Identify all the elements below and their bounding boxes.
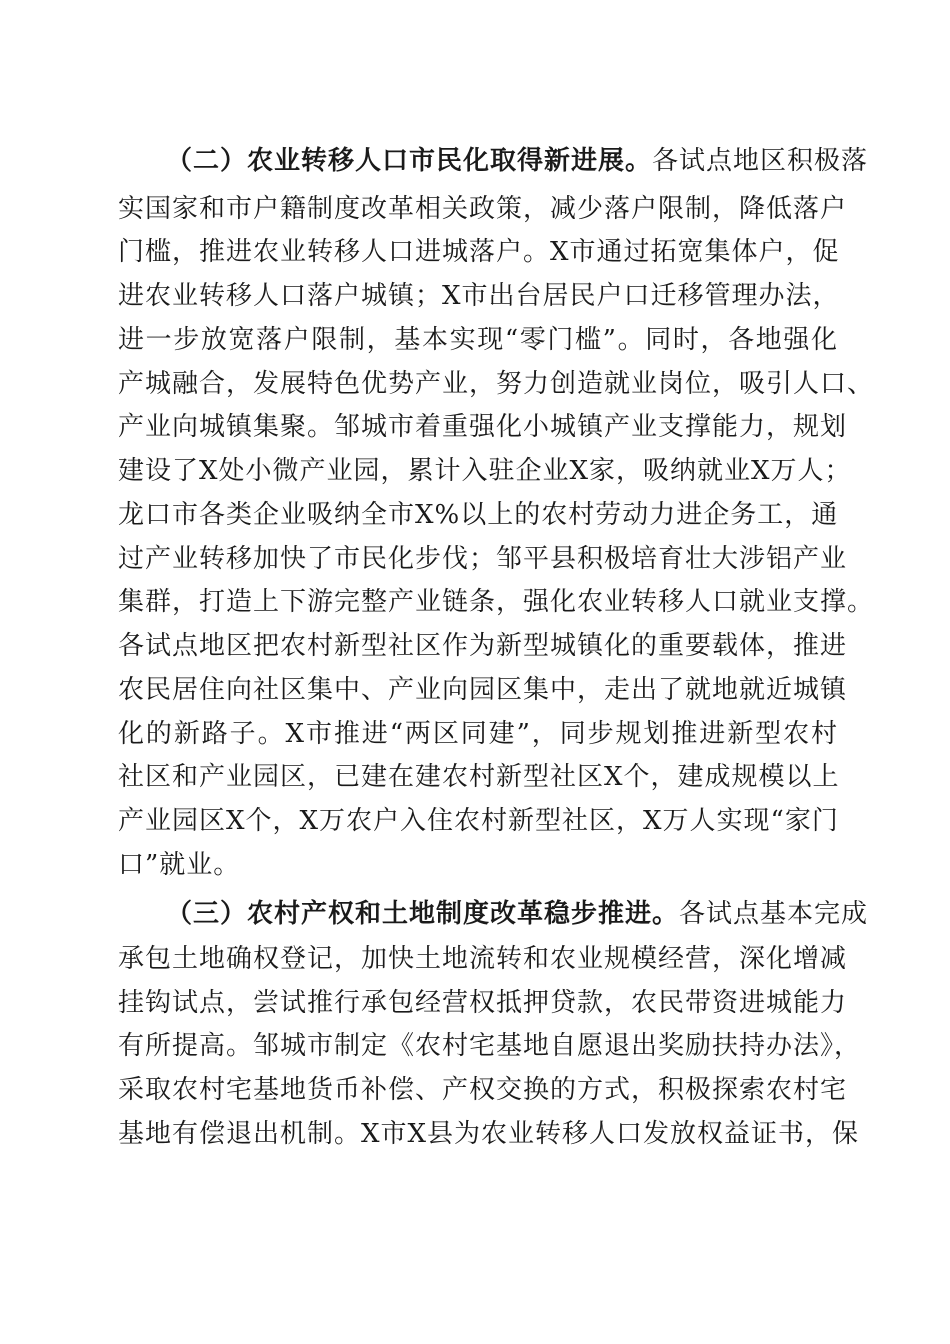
paragraph-2-line-9: 龙口市各类企业吸纳全市X%以上的农村劳动力进企务工，通 (118, 500, 839, 530)
paragraph-2-line-17: 口”就业。 (118, 850, 241, 880)
paragraph-2-heading: （二）农业转移人口市民化取得新进展。 (166, 146, 653, 176)
paragraph-2-line-12: 各试点地区把农村新型社区作为新型城镇化的重要载体，推进 (118, 631, 848, 661)
paragraph-3-line-2: 承包土地确权登记，加快土地流转和农业规模经营，深化增减 (118, 944, 848, 974)
paragraph-2-line-4: 进农业转移人口落户城镇；X市出台居民户口迁移管理办法， (118, 281, 840, 311)
paragraph-2-line-2: 实国家和市户籍制度改革相关政策，减少落户限制，降低落户 (118, 194, 848, 224)
paragraph-2-line-5: 进一步放宽落户限制，基本实现“零门槛”。同时，各地强化 (118, 325, 838, 355)
paragraph-3-line-6: 基地有偿退出机制。X市X县为农业转移人口发放权益证书，保 (118, 1119, 860, 1149)
paragraph-2-line-6: 产城融合，发展特色优势产业，努力创造就业岗位，吸引人口、 (118, 369, 875, 399)
paragraph-2-line-1-text: 各试点地区积极落 (652, 146, 869, 176)
paragraph-2-line-3: 门槛，推进农业转移人口进城落户。X市通过拓宽集体户，促 (118, 237, 840, 267)
paragraph-3-line-4: 有所提高。邹城市制定《农村宅基地自愿退出奖励扶持办法》， (118, 1031, 862, 1061)
paragraph-2-line-10: 过产业转移加快了市民化步伐；邹平县积极培育壮大涉铝产业 (118, 544, 848, 574)
paragraph-2-line-1 (166, 140, 869, 182)
paragraph-2-line-13: 农民居住向社区集中、产业向园区集中，走出了就地就近城镇 (118, 675, 848, 705)
paragraph-3-line-3: 挂钩试点，尝试推行承包经营权抵押贷款，农民带资进城能力 (118, 988, 848, 1018)
paragraph-2-line-8: 建设了X处小微产业园，累计入驻企业X家，吸纳就业X万人； (118, 456, 852, 486)
paragraph-3-heading: （三）农村产权和土地制度改革稳步推进。 (166, 899, 680, 929)
paragraph-2-line-15: 社区和产业园区，已建在建农村新型社区X个，建成规模以上 (118, 762, 840, 792)
paragraph-3-line-1-text: 各试点基本完成 (679, 899, 869, 929)
paragraph-3-line-5: 采取农村宅基地货币补偿、产权交换的方式，积极探索农村宅 (118, 1075, 848, 1105)
paragraph-2-line-11: 集群，打造上下游完整产业链条，强化农业转移人口就业支撑。 (118, 587, 875, 617)
paragraph-3-line-1 (166, 893, 869, 935)
paragraph-2-line-16: 产业园区X个，X万农户入住农村新型社区，X万人实现“家门 (118, 806, 839, 836)
paragraph-2-line-7: 产业向城镇集聚。邹城市着重强化小城镇产业支撑能力，规划 (118, 412, 848, 442)
paragraph-2-line-14: 化的新路子。X市推进“两区同建”，同步规划推进新型农村 (118, 719, 838, 749)
